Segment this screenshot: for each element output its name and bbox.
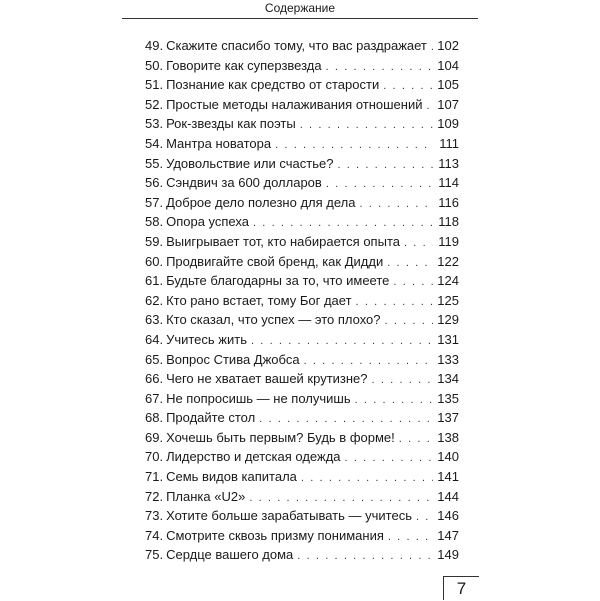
running-header-title: Содержание [264,1,336,15]
toc-entry-number: 66. [145,371,164,387]
toc-entry-number: 52. [145,96,164,112]
toc-entry-number: 51. [145,77,164,93]
toc-entry [145,154,459,174]
toc-dot-leader [301,469,433,489]
toc-entry-number: 62. [145,292,164,308]
toc-entry-number: 74. [145,527,164,543]
toc-entry-page: 111 [439,135,459,151]
toc-dot-leader [431,38,433,58]
toc-entry [145,487,459,507]
toc-dot-leader [345,449,433,469]
toc-entry-page: 105 [437,77,459,93]
toc-entry-title: Хочешь быть первым? Будь в форме! [166,429,395,445]
toc-entry-title: Учитесь жить [166,331,247,347]
toc-entry-title: Вопрос Стива Джобса [166,351,300,367]
toc-entry [145,232,459,252]
toc-entry-title: Семь видов капитала [166,469,297,485]
toc-entry-page: 138 [437,429,459,445]
toc-dot-leader [372,371,433,391]
toc-entry-title: Кто рано встает, тому Бог дает [166,292,352,308]
toc-entry [145,36,459,56]
toc-entry-page: 129 [437,312,459,328]
toc-dot-leader [385,312,433,332]
toc-entry [145,75,459,95]
toc-dot-leader [297,547,433,567]
running-header [122,0,478,19]
toc-entry-title: Кто сказал, что успех — это плохо? [166,312,381,328]
toc-entry-title: Не попросишь — не получишь [166,390,351,406]
toc-entry-page: 146 [437,508,459,524]
toc-entry [145,506,459,526]
toc-dot-leader [399,430,433,450]
toc-dot-leader [355,391,433,411]
toc-entry-number: 72. [145,488,164,504]
toc-entry [145,291,459,311]
toc-entry-number: 55. [145,155,164,171]
toc-entry-title: Удовольствие или счастье? [166,155,334,171]
toc-entry-title: Доброе дело полезно для дела [166,194,356,210]
toc-entry-page: 116 [438,194,459,210]
toc-entry-number: 49. [145,38,164,53]
toc-entry-page: 144 [437,488,459,504]
toc-entry-page: 140 [437,449,459,465]
toc-entry [145,310,459,330]
toc-entry-page: 134 [437,371,459,387]
toc-dot-leader [427,97,434,117]
toc-entry-page: 133 [437,351,459,367]
toc-entry-title: Рок-звезды как поэты [166,116,296,132]
toc-entry-title: Опора успеха [166,214,249,230]
toc-entry-title: Говорите как суперзвезда [166,57,322,73]
toc-dot-leader [387,254,433,274]
toc-entry [145,173,459,193]
toc-entry [145,545,459,565]
toc-entry [145,134,459,154]
toc-entry-page: 124 [437,273,459,289]
toc-entry-number: 54. [145,135,164,151]
table-of-contents [145,36,459,565]
toc-entry-number: 64. [145,331,164,347]
toc-entry [145,212,459,232]
toc-dot-leader [388,528,433,548]
toc-entry-number: 58. [145,214,164,230]
toc-entry-page: 147 [437,527,459,543]
toc-entry-page: 113 [438,155,459,171]
toc-entry-title: Выигрывает тот, кто набирается опыта [166,233,400,249]
toc-entry-number: 71. [145,469,164,485]
toc-entry-page: 107 [437,96,459,112]
toc-entry [145,330,459,350]
toc-entry [145,428,459,448]
toc-entry-title: Продвигайте свой бренд, как Дидди [166,253,384,269]
toc-entry-page: 119 [438,233,459,249]
toc-entry-page: 104 [437,57,459,73]
toc-entry-number: 56. [145,175,164,191]
toc-entry-page: 149 [437,547,459,563]
toc-dot-leader [337,156,433,176]
toc-entry-title: Мантра новатора [166,135,272,151]
toc-entry [145,56,459,76]
toc-entry [145,95,459,115]
toc-entry-number: 63. [145,312,164,328]
toc-entry-title: Продайте стол [166,410,256,426]
toc-entry [145,252,459,272]
toc-dot-leader [300,116,433,136]
toc-entry-number: 53. [145,116,164,132]
toc-entry-title: Лидерство и детская одежда [166,449,341,465]
toc-entry-title: Сердце вашего дома [166,547,294,563]
toc-entry-page: 137 [437,410,459,426]
toc-entry [145,526,459,546]
toc-entry-page: 131 [437,331,459,347]
toc-entry-number: 59. [145,233,164,249]
toc-entry-number: 65. [145,351,164,367]
toc-entry-number: 50. [145,57,164,73]
page-number-box [443,576,479,600]
toc-dot-leader [359,195,433,215]
toc-entry-title: Скажите спасибо тому, что вас раздражает [166,38,427,53]
toc-dot-leader [416,508,433,528]
toc-entry-title: Сэндвич за 600 долларов [166,175,322,191]
toc-entry-title: Планка «U2» [166,488,246,504]
toc-entry-page: 125 [437,292,459,308]
toc-entry [145,271,459,291]
toc-entry-number: 69. [145,429,164,445]
toc-entry [145,193,459,213]
toc-entry [145,369,459,389]
toc-entry [145,408,459,428]
toc-dot-leader [393,273,433,293]
toc-dot-leader [404,234,433,254]
toc-entry-number: 61. [145,273,164,289]
toc-entry-page: 102 [437,38,459,53]
toc-entry-number: 57. [145,194,164,210]
toc-entry [145,350,459,370]
toc-entry-page: 135 [437,390,459,406]
toc-entry-page: 114 [438,175,459,191]
toc-entry-number: 70. [145,449,164,465]
toc-entry-title: Простые методы налаживания отношений [166,96,423,112]
toc-entry-title: Хотите больше зарабатывать — учитесь [166,508,412,524]
toc-entry-number: 75. [145,547,164,563]
toc-entry-number: 67. [145,390,164,406]
toc-entry-page: 122 [437,253,459,269]
toc-entry [145,467,459,487]
toc-entry [145,114,459,134]
toc-entry-number: 73. [145,508,164,524]
toc-entry-number: 60. [145,253,164,269]
toc-entry-page: 118 [438,214,459,230]
toc-entry-number: 68. [145,410,164,426]
toc-entry-title: Чего не хватает вашей крутизне? [166,371,368,387]
toc-entry-page: 109 [437,116,459,132]
toc-entry [145,389,459,409]
toc-entry-title: Будьте благодарны за то, что имеете [166,273,390,289]
toc-entry [145,447,459,467]
toc-entry-title: Смотрите сквозь призму понимания [166,527,384,543]
page-number: 7 [456,579,467,598]
toc-entry-page: 141 [437,469,459,485]
toc-entry-title: Познание как средство от старости [166,77,380,93]
